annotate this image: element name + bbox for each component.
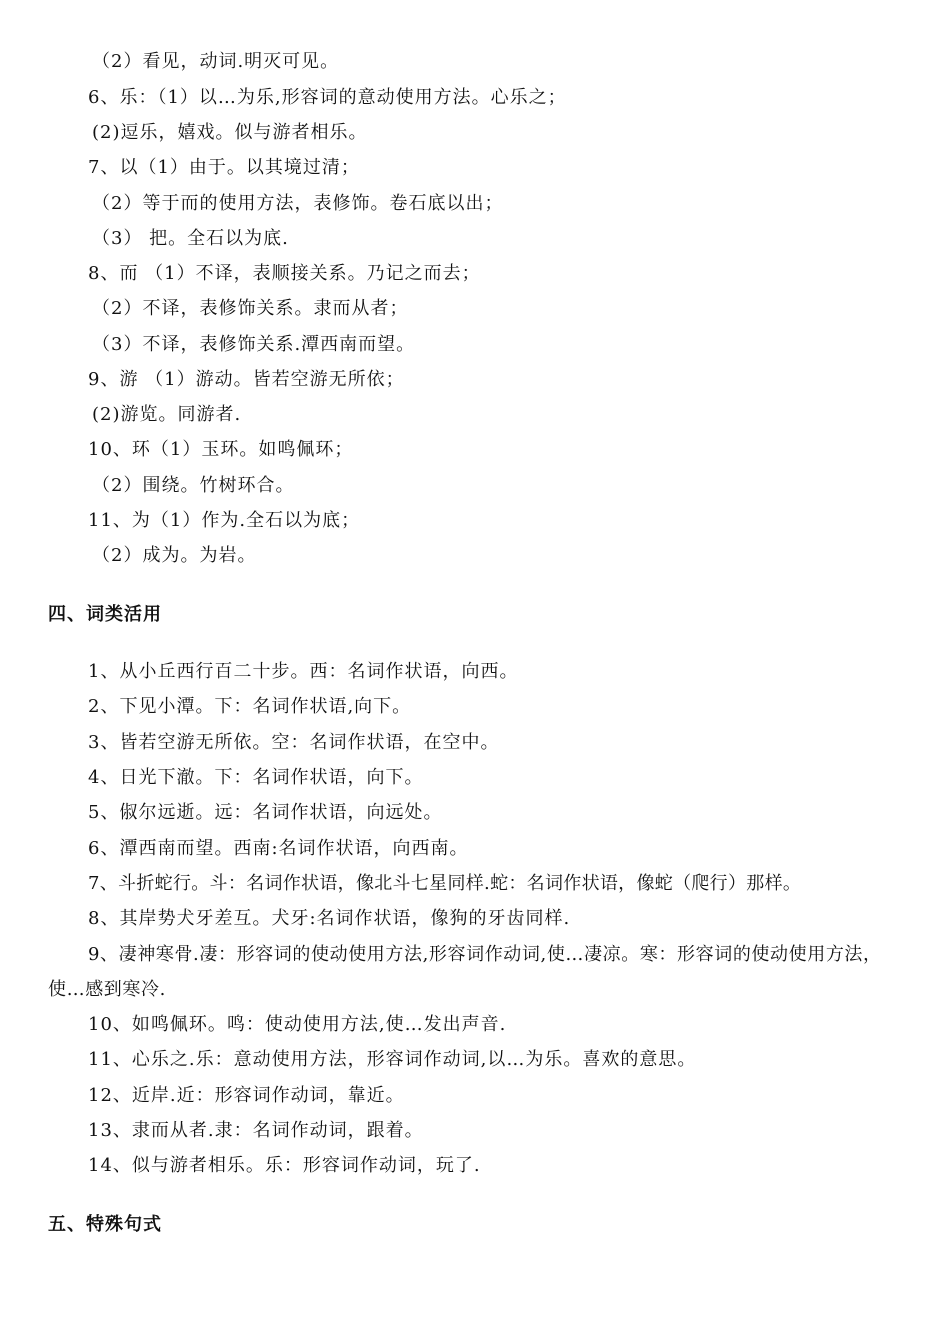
- usage-line: 2、下见小潭。下：名词作状语,向下。: [88, 696, 412, 717]
- meaning-line: 8、而 （1）不译，表顺接关系。乃记之而去；: [88, 263, 481, 284]
- usage-line: 6、潭西南而望。西南:名词作状语，向西南。: [88, 838, 469, 859]
- meaning-line: (2)游览。同游者.: [92, 404, 242, 425]
- meaning-line: （2）等于而的使用方法，表修饰。卷石底以出；: [92, 193, 504, 214]
- meaning-line: （3） 把。全石以为底.: [92, 228, 289, 249]
- usage-line: 11、心乐之.乐：意动使用方法，形容词作动词,以…为乐。喜欢的意思。: [88, 1049, 697, 1070]
- meaning-line: 7、以（1）由于。以其境过清；: [88, 157, 360, 178]
- meaning-line: （2）不译，表修饰关系。隶而从者；: [92, 298, 409, 319]
- meaning-line: （3）不译，表修饰关系.潭西南而望。: [92, 334, 416, 355]
- meaning-line: （2）围绕。竹树环合。: [92, 475, 295, 496]
- usage-line: 14、似与游者相乐。乐：形容词作动词，玩了.: [88, 1155, 481, 1176]
- section-heading: 四、词类活用: [48, 604, 162, 625]
- meaning-line: 11、为（1）作为.全石以为底；: [88, 510, 361, 531]
- usage-line: 8、其岸势犬牙差互。犬牙:名词作状语，像狗的牙齿同样.: [88, 908, 571, 929]
- meaning-line: 10、环（1）玉环。如鸣佩环；: [88, 439, 354, 460]
- usage-line: 5、俶尔远逝。远：名词作状语，向远处。: [88, 802, 443, 823]
- usage-line: 10、如鸣佩环。鸣：使动使用方法,使…发出声音.: [88, 1014, 507, 1035]
- meaning-line: 6、乐：（1）以…为乐,形容词的意动使用方法。心乐之；: [88, 87, 567, 108]
- meaning-line: （2）成为。为岩。: [92, 545, 257, 566]
- usage-line: 4、日光下澈。下：名词作状语，向下。: [88, 767, 424, 788]
- usage-line: 13、隶而从者.隶：名词作动词，跟着。: [88, 1120, 424, 1141]
- meaning-line: （2）看见，动词.明灭可见。: [92, 51, 340, 72]
- section-heading: 五、特殊句式: [48, 1214, 162, 1235]
- meaning-line: (2)逗乐，嬉戏。似与游者相乐。: [92, 122, 368, 143]
- usage-line: 12、近岸.近：形容词作动词，靠近。: [88, 1085, 405, 1106]
- meaning-line: 9、游 （1）游动。皆若空游无所依；: [88, 369, 405, 390]
- usage-paragraph: 9、凄神寒骨.凄：形容词的使动使用方法,形容词作动词,使…凄凉。寒：形容词的使动使用方法，使…感到寒冷.: [48, 944, 882, 1000]
- usage-line: 1、从小丘西行百二十步。西：名词作状语，向西。: [88, 661, 519, 682]
- usage-line: 7、斗折蛇行。斗：名词作状语，像北斗七星同样.蛇：名词作状语，像蛇（爬行）那样。: [88, 873, 802, 894]
- usage-line: 3、皆若空游无所依。空：名词作状语，在空中。: [88, 732, 500, 753]
